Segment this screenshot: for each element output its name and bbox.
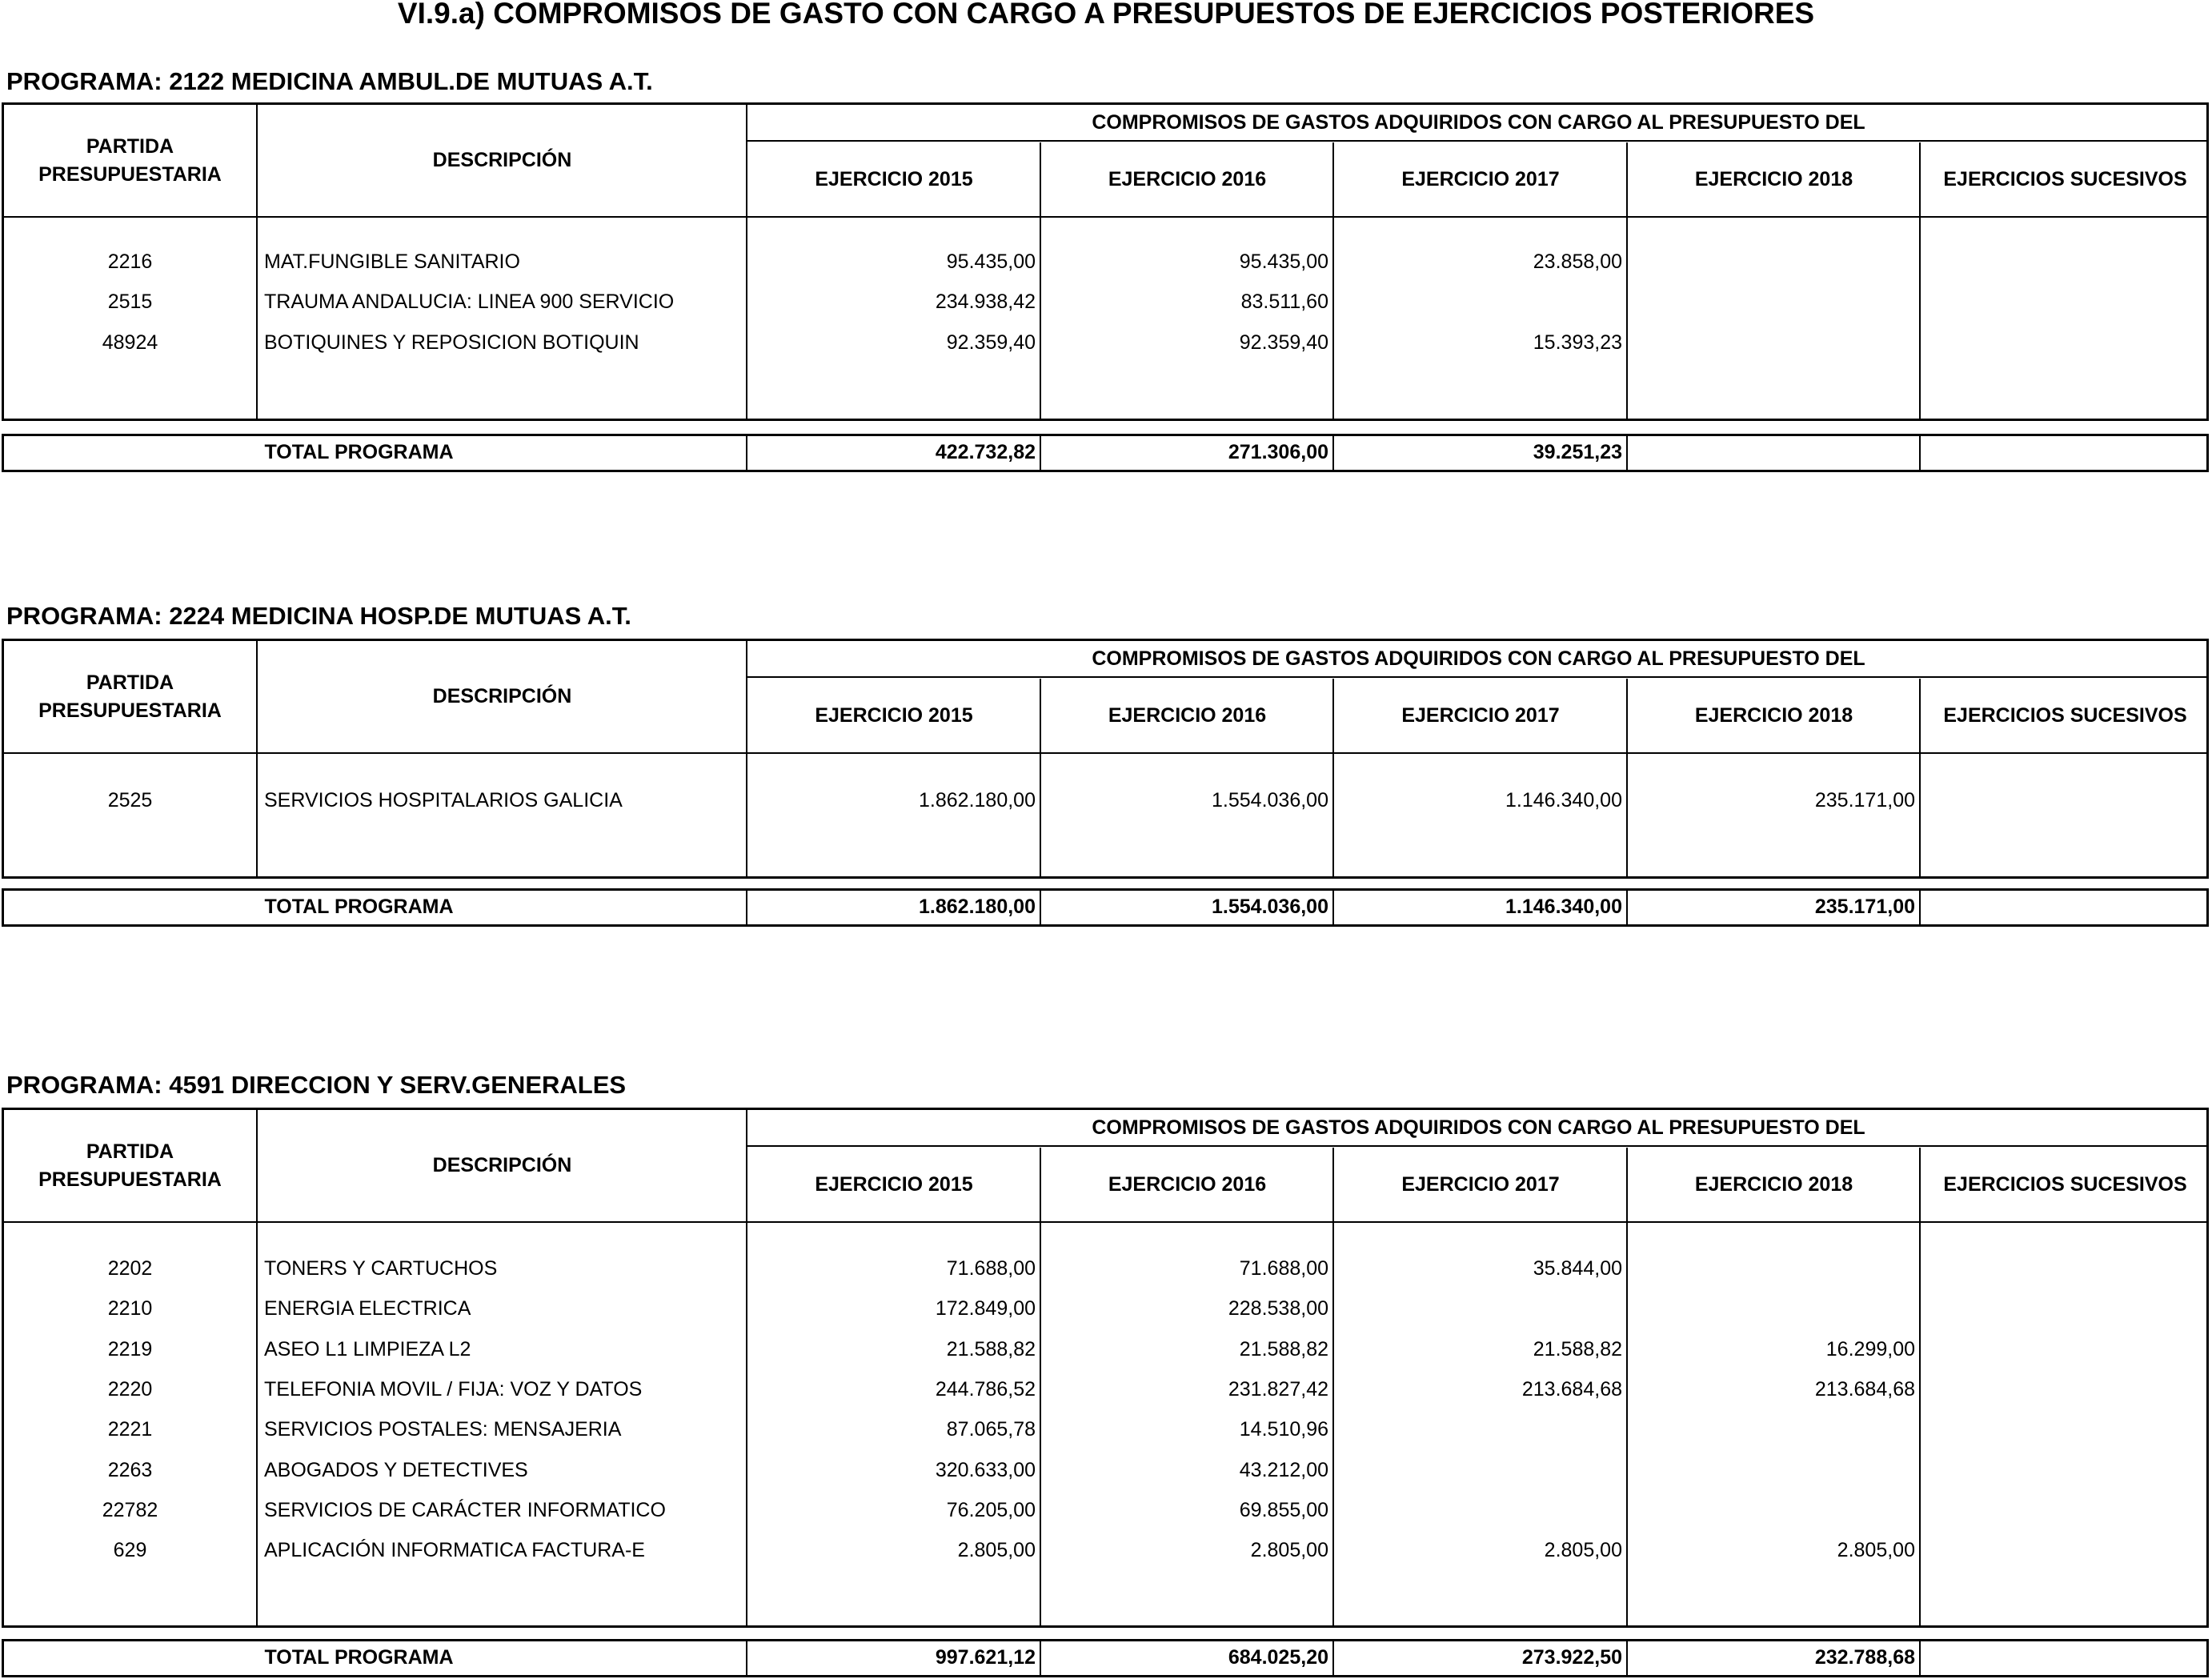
- column-divider: [1040, 679, 1041, 876]
- row-amount: [1335, 1288, 1622, 1328]
- row-amount: 92.359,40: [1239, 331, 1328, 354]
- row-amount: 95.435,00: [1239, 250, 1328, 273]
- column-divider: [1332, 436, 1334, 470]
- header-year: EJERCICIO 2016: [1108, 1172, 1267, 1196]
- row-description: TELEFONIA MOVIL / FIJA: VOZ Y DATOS: [264, 1377, 643, 1401]
- row-amount: 15.393,23: [1533, 331, 1622, 354]
- column-divider: [1919, 891, 1921, 924]
- total-amount: 997.621,12: [935, 1646, 1036, 1669]
- row-amount: 213.684,68: [1814, 1377, 1915, 1401]
- column-divider: [1332, 1148, 1334, 1625]
- header-year: EJERCICIO 2015: [815, 703, 973, 727]
- row-amount: 43.212,00: [1239, 1458, 1328, 1481]
- row-code: 22782: [102, 1498, 158, 1521]
- row-amount: [1335, 1409, 1622, 1449]
- total-amount: 1.862.180,00: [919, 896, 1036, 918]
- header-year: EJERCICIO 2017: [1401, 1172, 1560, 1196]
- row-amount: [1335, 1490, 1622, 1530]
- row-description: ASEO L1 LIMPIEZA L2: [264, 1337, 471, 1360]
- row-amount: 71.688,00: [946, 1257, 1036, 1280]
- row-amount: 1.146.340,00: [1505, 789, 1622, 811]
- column-divider: [746, 436, 747, 470]
- header-year: EJERCICIO 2016: [1108, 703, 1267, 727]
- header-compromisos: COMPROMISOS DE GASTOS ADQUIRIDOS CON CARGO AL PRESUPUESTO DEL: [1092, 1116, 1865, 1139]
- total-row: [2, 1639, 2209, 1677]
- total-amount: 271.306,00: [1228, 441, 1328, 463]
- row-amount: [1921, 1409, 2205, 1449]
- program-title: PROGRAMA: 2122 MEDICINA AMBUL.DE MUTUAS A.T.: [6, 67, 653, 95]
- total-amount: [1629, 433, 1915, 471]
- row-amount: 21.588,82: [1533, 1337, 1622, 1360]
- row-amount: 21.588,82: [1239, 1337, 1328, 1360]
- header-compromisos: COMPROMISOS DE GASTOS ADQUIRIDOS CON CARGO AL PRESUPUESTO DEL: [1092, 110, 1865, 134]
- header-year: EJERCICIO 2018: [1694, 167, 1853, 190]
- row-amount: [1921, 1288, 2205, 1328]
- header-year: EJERCICIO 2018: [1694, 703, 1853, 727]
- row-code: 2525: [107, 789, 153, 811]
- header-divider: [746, 676, 2209, 678]
- row-code: 2210: [107, 1297, 153, 1320]
- header-bottom-line: [4, 752, 2206, 754]
- column-divider: [1040, 142, 1041, 419]
- row-description: BOTIQUINES Y REPOSICION BOTIQUIN: [264, 331, 639, 354]
- program-table: [2, 639, 2209, 879]
- row-amount: [1921, 323, 2205, 363]
- column-divider: [1626, 891, 1628, 924]
- row-amount: [1629, 1248, 1915, 1288]
- header-year: EJERCICIO 2017: [1401, 167, 1560, 190]
- row-description: SERVICIOS HOSPITALARIOS GALICIA: [264, 789, 623, 811]
- row-amount: [1335, 282, 1622, 322]
- page-title: VI.9.a) COMPROMISOS DE GASTO CON CARGO A PRESUPUESTOS DE EJERCICIOS POSTERIORES: [397, 0, 1815, 30]
- row-amount: 234.938,42: [935, 291, 1036, 314]
- column-divider: [256, 1110, 258, 1625]
- column-divider: [1919, 436, 1921, 470]
- row-description: TONERS Y CARTUCHOS: [264, 1257, 498, 1280]
- header-year: EJERCICIO 2016: [1108, 167, 1267, 190]
- column-divider: [1919, 1148, 1921, 1625]
- column-divider: [1332, 142, 1334, 419]
- row-code: 48924: [102, 331, 158, 354]
- total-label: TOTAL PROGRAMA: [264, 441, 454, 463]
- row-amount: 69.855,00: [1239, 1498, 1328, 1521]
- row-amount: [1629, 242, 1915, 282]
- row-amount: [1921, 1248, 2205, 1288]
- column-divider: [256, 105, 258, 419]
- row-description: MAT.FUNGIBLE SANITARIO: [264, 250, 520, 273]
- header-bottom-line: [4, 1221, 2206, 1223]
- header-divider: [746, 1145, 2209, 1147]
- row-amount: 16.299,00: [1825, 1337, 1915, 1360]
- row-code: 2263: [107, 1458, 153, 1481]
- total-amount: 1.146.340,00: [1505, 896, 1622, 918]
- row-amount: 2.805,00: [1544, 1539, 1622, 1562]
- header-year: EJERCICIOS SUCESIVOS: [1943, 167, 2187, 190]
- column-divider: [1040, 436, 1041, 470]
- column-divider: [1626, 1148, 1628, 1625]
- program-title: PROGRAMA: 2224 MEDICINA HOSP.DE MUTUAS A.T.: [6, 602, 631, 630]
- column-divider: [1332, 679, 1334, 876]
- column-divider: [1332, 1641, 1334, 1675]
- program-table: [2, 102, 2209, 421]
- column-divider: [1626, 436, 1628, 470]
- header-partida: PARTIDA PRESUPUESTARIA: [38, 671, 222, 722]
- header-descripcion: DESCRIPCIÓN: [432, 685, 572, 707]
- row-amount: [1921, 1369, 2205, 1409]
- total-amount: [1921, 1638, 2205, 1677]
- header-year: EJERCICIO 2015: [815, 1172, 973, 1196]
- column-divider: [1919, 679, 1921, 876]
- row-amount: 235.171,00: [1814, 789, 1915, 811]
- row-amount: 83.511,60: [1240, 291, 1328, 314]
- row-amount: 92.359,40: [946, 331, 1036, 354]
- total-label: TOTAL PROGRAMA: [264, 1646, 454, 1669]
- header-year: EJERCICIO 2018: [1694, 1172, 1853, 1196]
- column-divider: [1626, 1641, 1628, 1675]
- column-divider: [746, 105, 747, 419]
- row-amount: 228.538,00: [1228, 1297, 1328, 1320]
- row-amount: 76.205,00: [946, 1498, 1036, 1521]
- header-partida: PARTIDA PRESUPUESTARIA: [38, 134, 222, 186]
- column-divider: [1919, 1641, 1921, 1675]
- header-year: EJERCICIO 2017: [1401, 703, 1560, 727]
- total-amount: [1921, 888, 2205, 926]
- row-amount: 35.844,00: [1533, 1257, 1622, 1280]
- total-row: [2, 888, 2209, 927]
- row-amount: [1629, 1288, 1915, 1328]
- row-description: SERVICIOS POSTALES: MENSAJERIA: [264, 1418, 622, 1441]
- total-amount: 684.025,20: [1228, 1646, 1328, 1669]
- column-divider: [1626, 142, 1628, 419]
- row-amount: 244.786,52: [935, 1377, 1036, 1401]
- header-descripcion: DESCRIPCIÓN: [432, 1154, 572, 1176]
- total-row: [2, 434, 2209, 472]
- row-amount: 14.510,96: [1239, 1418, 1328, 1441]
- column-divider: [1626, 679, 1628, 876]
- header-year: EJERCICIOS SUCESIVOS: [1943, 703, 2187, 727]
- program-title: PROGRAMA: 4591 DIRECCION Y SERV.GENERALES: [6, 1071, 627, 1099]
- row-code: 629: [113, 1539, 147, 1562]
- total-amount: 273.922,50: [1521, 1646, 1622, 1669]
- row-description: SERVICIOS DE CARÁCTER INFORMATICO: [264, 1498, 666, 1521]
- row-amount: [1335, 1450, 1622, 1490]
- row-amount: 2.805,00: [1250, 1539, 1328, 1562]
- column-divider: [1919, 142, 1921, 419]
- header-year: EJERCICIOS SUCESIVOS: [1943, 1172, 2187, 1196]
- header-divider: [746, 140, 2209, 142]
- row-amount: [1629, 282, 1915, 322]
- header-descripcion: DESCRIPCIÓN: [432, 149, 572, 171]
- row-amount: 213.684,68: [1521, 1377, 1622, 1401]
- row-amount: 172.849,00: [935, 1297, 1036, 1320]
- row-code: 2220: [107, 1377, 153, 1401]
- row-description: ENERGIA ELECTRICA: [264, 1297, 471, 1320]
- row-amount: 2.805,00: [1837, 1539, 1915, 1562]
- total-amount: 232.788,68: [1814, 1646, 1915, 1669]
- row-amount: [1921, 780, 2205, 820]
- row-amount: [1629, 1490, 1915, 1530]
- row-code: 2202: [107, 1257, 153, 1280]
- row-amount: 95.435,00: [946, 250, 1036, 273]
- total-amount: 39.251,23: [1533, 441, 1622, 463]
- row-description: ABOGADOS Y DETECTIVES: [264, 1458, 528, 1481]
- column-divider: [746, 1641, 747, 1675]
- row-amount: [1921, 282, 2205, 322]
- row-code: 2515: [107, 291, 153, 314]
- column-divider: [746, 1110, 747, 1625]
- row-amount: [1921, 1530, 2205, 1570]
- row-description: APLICACIÓN INFORMATICA FACTURA-E: [264, 1539, 645, 1562]
- total-label: TOTAL PROGRAMA: [264, 896, 454, 918]
- row-amount: 1.862.180,00: [919, 789, 1036, 811]
- row-amount: 231.827,42: [1228, 1377, 1328, 1401]
- row-amount: [1921, 1450, 2205, 1490]
- column-divider: [1040, 1148, 1041, 1625]
- header-partida: PARTIDA PRESUPUESTARIA: [38, 1140, 222, 1191]
- row-amount: [1629, 1409, 1915, 1449]
- row-amount: 23.858,00: [1533, 250, 1622, 273]
- header-compromisos: COMPROMISOS DE GASTOS ADQUIRIDOS CON CARGO AL PRESUPUESTO DEL: [1092, 647, 1865, 670]
- column-divider: [1040, 1641, 1041, 1675]
- column-divider: [1332, 891, 1334, 924]
- row-amount: 87.065,78: [946, 1418, 1036, 1441]
- row-amount: 1.554.036,00: [1212, 789, 1328, 811]
- row-amount: 320.633,00: [935, 1458, 1036, 1481]
- row-amount: [1921, 1329, 2205, 1369]
- total-amount: [1921, 433, 2205, 471]
- total-amount: 235.171,00: [1814, 896, 1915, 918]
- row-code: 2219: [107, 1337, 153, 1360]
- header-year: EJERCICIO 2015: [815, 167, 973, 190]
- row-amount: 21.588,82: [946, 1337, 1036, 1360]
- row-amount: [1921, 1490, 2205, 1530]
- row-code: 2216: [107, 250, 153, 273]
- program-table: [2, 1108, 2209, 1628]
- row-amount: [1629, 323, 1915, 363]
- total-amount: 422.732,82: [935, 441, 1036, 463]
- row-code: 2221: [107, 1418, 153, 1441]
- row-amount: [1921, 242, 2205, 282]
- column-divider: [746, 891, 747, 924]
- row-amount: [1629, 1450, 1915, 1490]
- column-divider: [1040, 891, 1041, 924]
- row-description: TRAUMA ANDALUCIA: LINEA 900 SERVICIO: [264, 291, 675, 314]
- column-divider: [256, 641, 258, 876]
- row-amount: 2.805,00: [957, 1539, 1036, 1562]
- row-amount: 71.688,00: [1239, 1257, 1328, 1280]
- total-amount: 1.554.036,00: [1212, 896, 1328, 918]
- header-bottom-line: [4, 216, 2206, 218]
